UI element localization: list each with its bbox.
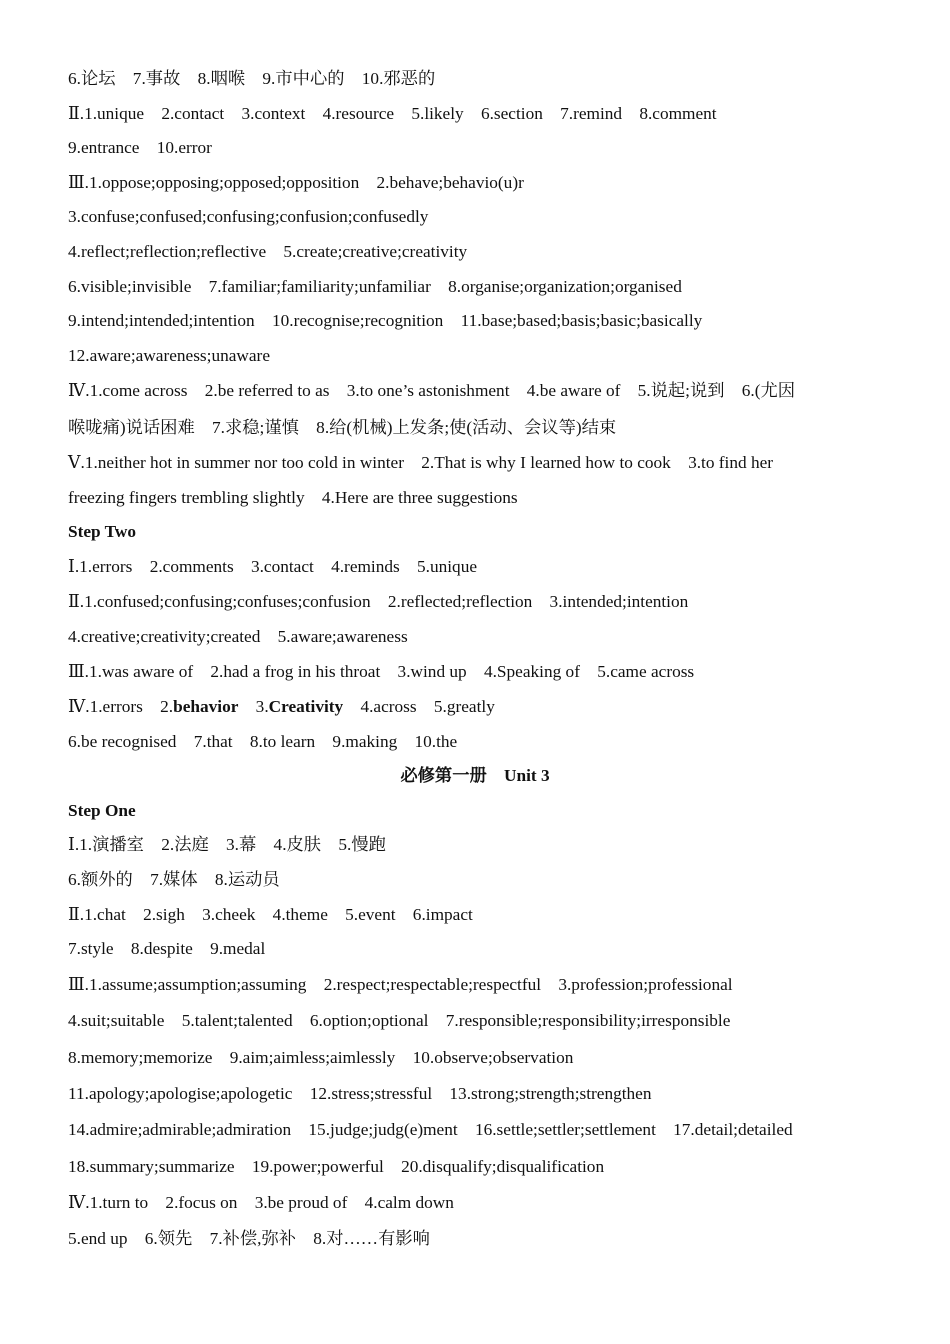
text-line: Ⅱ.1.unique 2.contact 3.context 4.resource 5.likely 6.section 7.remind 8.comment — [68, 103, 717, 123]
text-segment: 4.across 5.greatly — [343, 697, 495, 717]
text-line: 喉咙痛)说话困难 7.求稳;谨慎 8.给(机械)上发条;使(活动、会议等)结束 — [68, 417, 617, 437]
text-line: Ⅰ.1.errors 2.comments 3.contact 4.reminds 5.unique — [68, 556, 478, 576]
text-line: Ⅲ.1.was aware of 2.had a frog in his throat 3.wind up 4.Speaking of 5.came across — [68, 662, 695, 682]
text-line: Ⅱ.1.chat 2.sigh 3.cheek 4.theme 5.event 6.impact — [68, 904, 473, 924]
text-line: 3.confuse;confused;confusing;confusion;confusedly — [68, 207, 429, 227]
text-line: 6.论坛 7.事故 8.咽喉 9.市中心的 10.邪恶的 — [68, 69, 436, 88]
bold-answer: Creativity — [268, 697, 344, 717]
text-line: 6.额外的 7.媒体 8.运动员 — [68, 870, 280, 890]
text-line: 4.reflect;reflection;reflective 5.create;creative;creativity — [68, 241, 468, 261]
text-line: 6.visible;invisible 7.familiar;familiarity;unfamiliar 8.organise;organization;organised — [68, 276, 682, 296]
bold-answer: behavior — [173, 697, 239, 717]
text-line: Ⅳ.1.turn to 2.focus on 3.be proud of 4.calm down — [68, 1193, 454, 1213]
text-segment: Ⅳ.1.errors 2. — [68, 697, 174, 717]
text-line: 12.aware;awareness;unaware — [68, 345, 270, 365]
text-line: 11.apology;apologise;apologetic 12.stress;stressful 13.strong;strength;strengthen — [68, 1084, 652, 1103]
section-heading-step-one: Step One — [68, 800, 136, 820]
text-line: freezing fingers trembling slightly 4.Here are three suggestions — [68, 487, 518, 507]
text-line: 5.end up 6.领先 7.补偿,弥补 8.对……有影响 — [68, 1228, 430, 1248]
text-line: Ⅴ.1.neither hot in summer nor too cold in winter 2.That is why I learned how to cook 3.to find her — [68, 453, 774, 473]
text-line: 9.intend;intended;intention 10.recognise;recognition 11.base;based;basis;basic;basically — [68, 311, 703, 331]
unit-title: 必修第一册 Unit 3 — [400, 766, 550, 786]
text-line: Ⅳ.1.come across 2.be referred to as 3.to one’s astonishment 4.be aware of 5.说起;说到 6.(尤因 — [68, 381, 796, 401]
text-line: 7.style 8.despite 9.medal — [68, 939, 266, 959]
text-line: 4.suit;suitable 5.talent;talented 6.option;optional 7.responsible;responsibility;irresponsible — [68, 1011, 731, 1031]
answer-key-page — [68, 62, 888, 1256]
text-line: Ⅲ.1.oppose;opposing;opposed;opposition 2.behave;behavio(u)r — [68, 172, 524, 192]
text-line: 6.be recognised 7.that 8.to learn 9.making 10.the — [68, 731, 458, 751]
text-line: Ⅰ.1.演播室 2.法庭 3.幕 4.皮肤 5.慢跑 — [68, 835, 386, 855]
text-line: 9.entrance 10.error — [68, 138, 212, 158]
text-line: 4.creative;creativity;created 5.aware;awareness — [68, 627, 408, 647]
text-segment: 3. — [238, 697, 269, 717]
text-line: 14.admire;admirable;admiration 15.judge;judg(e)ment 16.settle;settler;settlement 17.detail;detailed — [68, 1120, 793, 1140]
text-line: Ⅲ.1.assume;assumption;assuming 2.respect;respectable;respectful 3.profession;professional — [68, 974, 733, 994]
text-line: 8.memory;memorize 9.aim;aimless;aimlessly 10.observe;observation — [68, 1047, 574, 1067]
text-line-mixed — [68, 690, 888, 725]
text-line: Ⅱ.1.confused;confusing;confuses;confusion 2.reflected;reflection 3.intended;intention — [68, 591, 689, 611]
section-heading-step-two: Step Two — [68, 522, 137, 542]
text-line: 18.summary;summarize 19.power;powerful 20.disqualify;disqualification — [68, 1156, 605, 1176]
